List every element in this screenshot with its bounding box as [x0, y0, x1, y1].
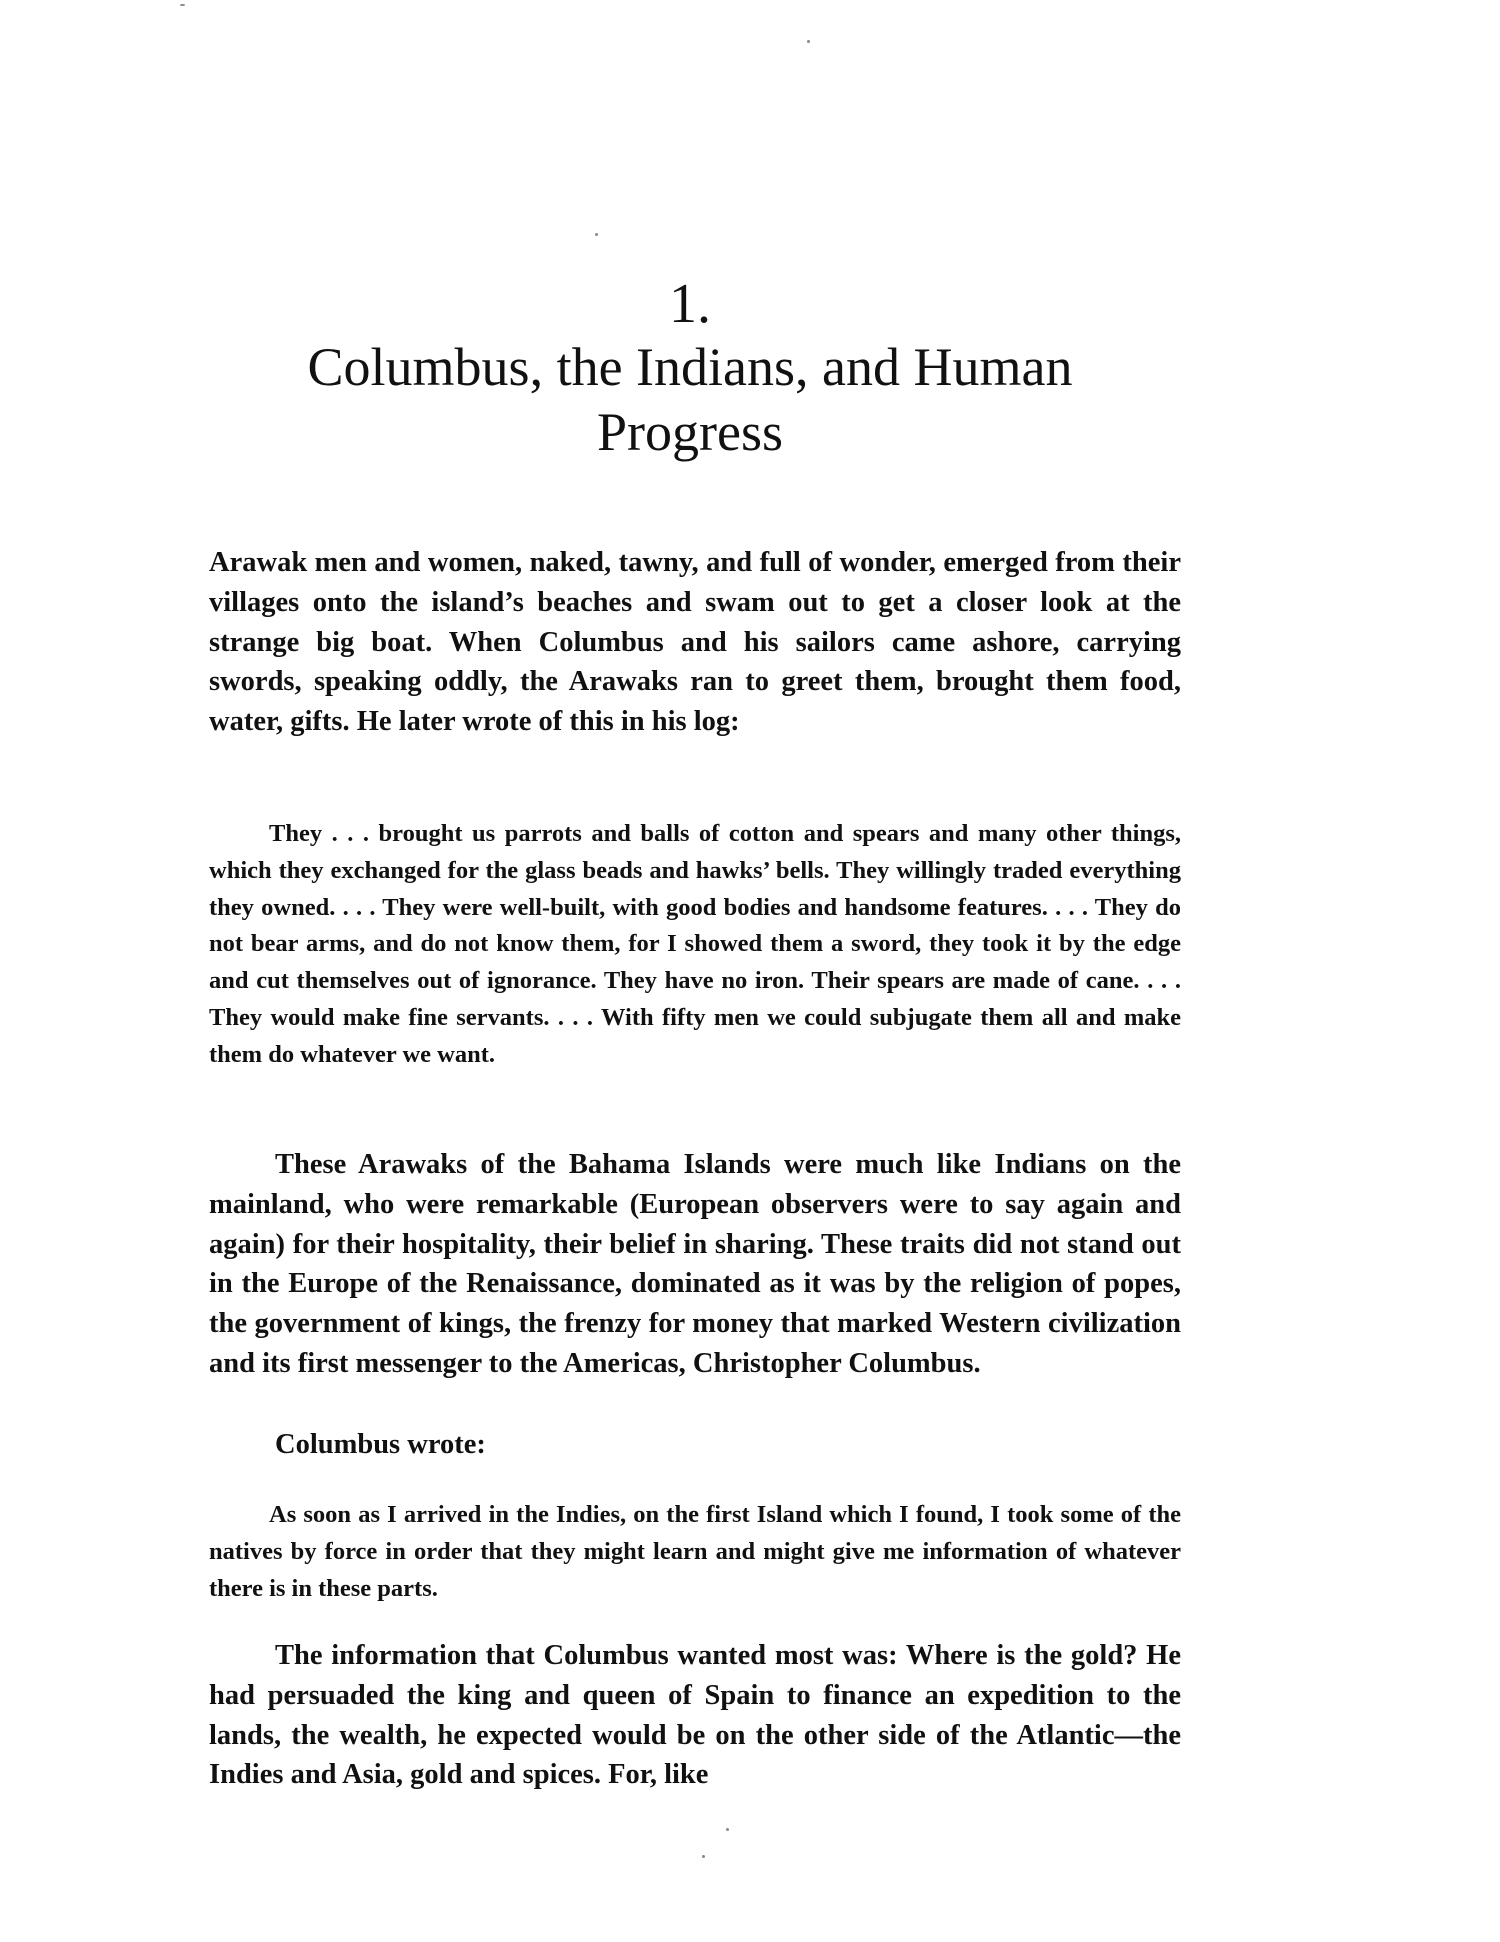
paragraph: These Arawaks of the Bahama Islands were much like Indians on the mainland, who were remarkable (European observers were to say again and again) for their hospitality, their belief in sharing. These traits did not stand out in the Europe of the Renaissance, dominated as it was by the religion of popes, the government of kings, the frenzy for money that marked Western civilization and its first messenger to the Americas, Christopher Columbus.: [209, 1149, 1181, 1379]
scan-speck: [595, 233, 598, 236]
scan-speck: [726, 1828, 729, 1831]
scan-speck: [807, 40, 810, 43]
paragraph: The information that Columbus wanted most was: Where is the gold? He had persuaded the king and queen of Spain to finance an expedition to the lands, the wealth, he expected would be on the other side of the Atlantic—the Indies and Asia, gold and spices. For, like: [209, 1640, 1181, 1791]
chapter-number: 1.: [669, 273, 711, 335]
chapter-title: Columbus, the Indians, and Human Progress: [307, 337, 1073, 462]
scan-speck: [702, 1855, 705, 1858]
block-quote: As soon as I arrived in the Indies, on the first Island which I found, I took some of the natives by force in order that they might learn and might give me information of whatever there is in these parts.: [209, 1501, 1181, 1602]
paragraph: Arawak men and women, naked, tawny, and full of wonder, emerged from their villages onto the island’s beaches and swam out to get a closer look at the strange big boat. When Columbus and his sailors came ashore, carrying swords, speaking oddly, the Arawaks ran to greet them, brought them food, water, gifts. He later wrote of this in his log:: [209, 547, 1181, 738]
scan-speck: [180, 4, 185, 6]
block-quote: They . . . brought us parrots and balls of cotton and spears and many other things, which they exchanged for the glass beads and hawks’ bells. They willingly traded everything they owned. . . . They were well-built, with good bodies and handsome features. . . . They do not bear arms, and do not know them, for I showed them a sword, they took it by the edge and cut themselves out of ignorance. They have no iron. Their spears are made of cane. . . . They would make fine servants. . . . With fifty men we could subjugate them all and make them do whatever we want.: [209, 820, 1181, 1068]
paragraph: Columbus wrote:: [275, 1429, 486, 1460]
